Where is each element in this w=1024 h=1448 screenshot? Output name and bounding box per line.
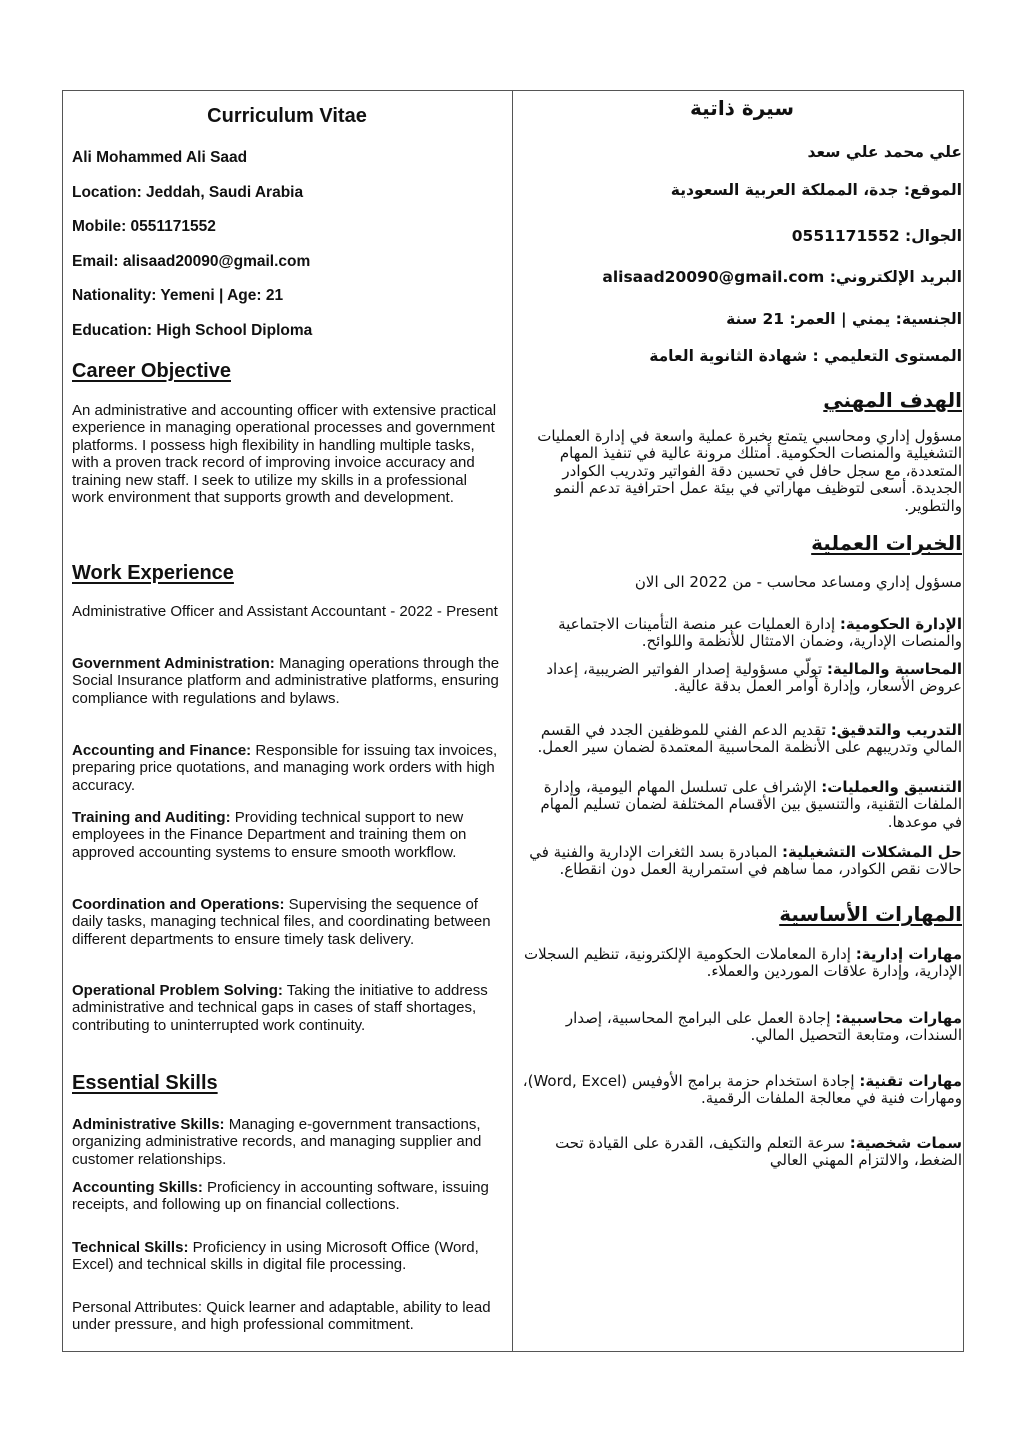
email-en: Email: alisaad20090@gmail.com — [72, 253, 311, 270]
name-en: Ali Mohammed Ali Saad — [72, 149, 248, 166]
mobile-ar: الجوال: 0551171552 — [791, 227, 962, 245]
mobile-en: Mobile: 0551171552 — [72, 218, 216, 235]
skill-item-en: Personal Attributes: Quick learner and adaptable, ability to lead under pressure, and high professional commitment. — [72, 1299, 491, 1334]
position-en: Administrative Officer and Assistant Accountant - 2022 - Present — [72, 603, 498, 620]
experience-heading-ar: الخبرات العملية — [811, 531, 962, 555]
name-ar: علي محمد علي سعد — [807, 143, 962, 161]
education-ar: المستوى التعليمي : شهادة الثانوية العامة — [649, 347, 962, 365]
skill-item-en: Administrative Skills: Managing e-government transactions, organizing administrative records, and managing supplier and customer relationships. — [72, 1116, 482, 1168]
skill-item-ar: مهارات إدارية: إدارة المعاملات الحكومية الإلكترونية، تنظيم السجلات الإدارية، وإدارة علاقات الموردين والعملاء. — [524, 945, 962, 981]
nationality-en: Nationality: Yemeni | Age: 21 — [72, 287, 284, 304]
position-ar: مسؤول إداري ومساعد محاسب - من 2022 الى الان — [634, 573, 962, 591]
experience-item-ar: التنسيق والعمليات: الإشراف على تسلسل المهام اليومية، وإدارة الملفات التقنية، والتنسيق بين الأقسام المختلفة لضمان تسليم المهام في موعدها. — [540, 778, 962, 831]
skill-item-en: Accounting Skills: Proficiency in accounting software, issuing receipts, and following up on financial collections. — [72, 1179, 489, 1214]
education-en: Education: High School Diploma — [72, 322, 313, 339]
column-divider — [512, 90, 513, 1352]
experience-item-ar: المحاسبة والمالية: تولّي مسؤولية إصدار الفواتير الضريبية، إعداد عروض الأسعار، وإدارة أوامر العمل بدقة عالية. — [546, 660, 962, 696]
skill-item-en: Technical Skills: Proficiency in using Microsoft Office (Word, Excel) and technical skills in digital file processing. — [72, 1239, 479, 1274]
experience-item-en: Operational Problem Solving: Taking the initiative to address administrative and technical gaps in cases of staff shortages, contributing to uninterrupted work continuity. — [72, 982, 488, 1034]
experience-item-ar: الإدارة الحكومية: إدارة العمليات عبر منصة التأمينات الاجتماعية والمنصات الإدارية، وضمان الامتثال للأنظمة واللوائح. — [558, 615, 962, 651]
experience-item-ar: حل المشكلات التشغيلية: المبادرة بسد الثغرات الإدارية والفنية في حالات نقص الكوادر، مما ساهم في استمرارية العمل دون انقطاع. — [529, 843, 962, 879]
skills-heading-en: Essential Skills — [72, 1072, 218, 1094]
nationality-ar: الجنسية: يمني | العمر: 21 سنة — [726, 310, 962, 328]
cv-title-en: Curriculum Vitae — [207, 105, 367, 127]
experience-item-en: Coordination and Operations: Supervising the sequence of daily tasks, managing technical files, and coordinating between different departments to ensure timely task delivery. — [72, 896, 491, 948]
experience-item-ar: التدريب والتدقيق: تقديم الدعم الفني للموظفين الجدد في القسم المالي وتدريبهم على الأنظمة المحاسبية المعتمدة لضمان سير العمل. — [537, 721, 962, 757]
skills-heading-ar: المهارات الأساسية — [779, 902, 962, 926]
location-ar: الموقع: جدة، المملكة العربية السعودية — [670, 181, 962, 199]
email-ar: البريد الإلكتروني: alisaad20090@gmail.com — [602, 268, 962, 286]
objective-text-ar: مسؤول إداري ومحاسبي يتمتع بخبرة عملية واسعة في إدارة العمليات التشغيلية والمنصات الحكومية. أمتلك مرونة عالية في تنفيذ المهام المتعددة، مع سجل حافل في تحسين دقة الفواتير وتدريب الكوادر الجديدة. أسعى لتوظيف مهاراتي في بيئة عمل احترافية تدعم النمو والتطوير. — [537, 427, 962, 515]
skill-item-ar: سمات شخصية: سرعة التعلم والتكيف، القدرة على القيادة تحت الضغط، والالتزام المهني العالي — [555, 1134, 962, 1170]
experience-item-en: Accounting and Finance: Responsible for issuing tax invoices, preparing price quotations, and managing work orders with high accuracy. — [72, 742, 498, 794]
skill-item-ar: مهارات محاسبية: إجادة العمل على البرامج المحاسبية، إصدار السندات، ومتابعة التحصيل المالي. — [565, 1009, 962, 1045]
objective-heading-en: Career Objective — [72, 360, 231, 382]
objective-text-en: An administrative and accounting officer with extensive practical experience in managing operational processes and government platforms. I possess high flexibility in handling multiple tasks, with a proven track record of improving invoice accuracy and training new staff. I seek to utilize my skills in a professional work environment that supports growth and development. — [72, 402, 497, 507]
objective-heading-ar: الهدف المهني — [823, 388, 962, 412]
location-en: Location: Jeddah, Saudi Arabia — [72, 184, 304, 201]
experience-item-en: Training and Auditing: Providing technical support to new employees in the Finance Department and training them on approved accounting systems to ensure smooth workflow. — [72, 809, 467, 861]
cv-title-ar: سيرة ذاتية — [690, 96, 794, 120]
experience-heading-en: Work Experience — [72, 562, 234, 584]
skill-item-ar: مهارات تقنية: إجادة استخدام حزمة برامج الأوفيس (Word, Excel)، ومهارات فنية في معالجة الملفات الرقمية. — [522, 1072, 962, 1108]
experience-item-en: Government Administration: Managing operations through the Social Insurance platform and administrative platforms, ensuring compliance with regulations and bylaws. — [72, 655, 500, 707]
